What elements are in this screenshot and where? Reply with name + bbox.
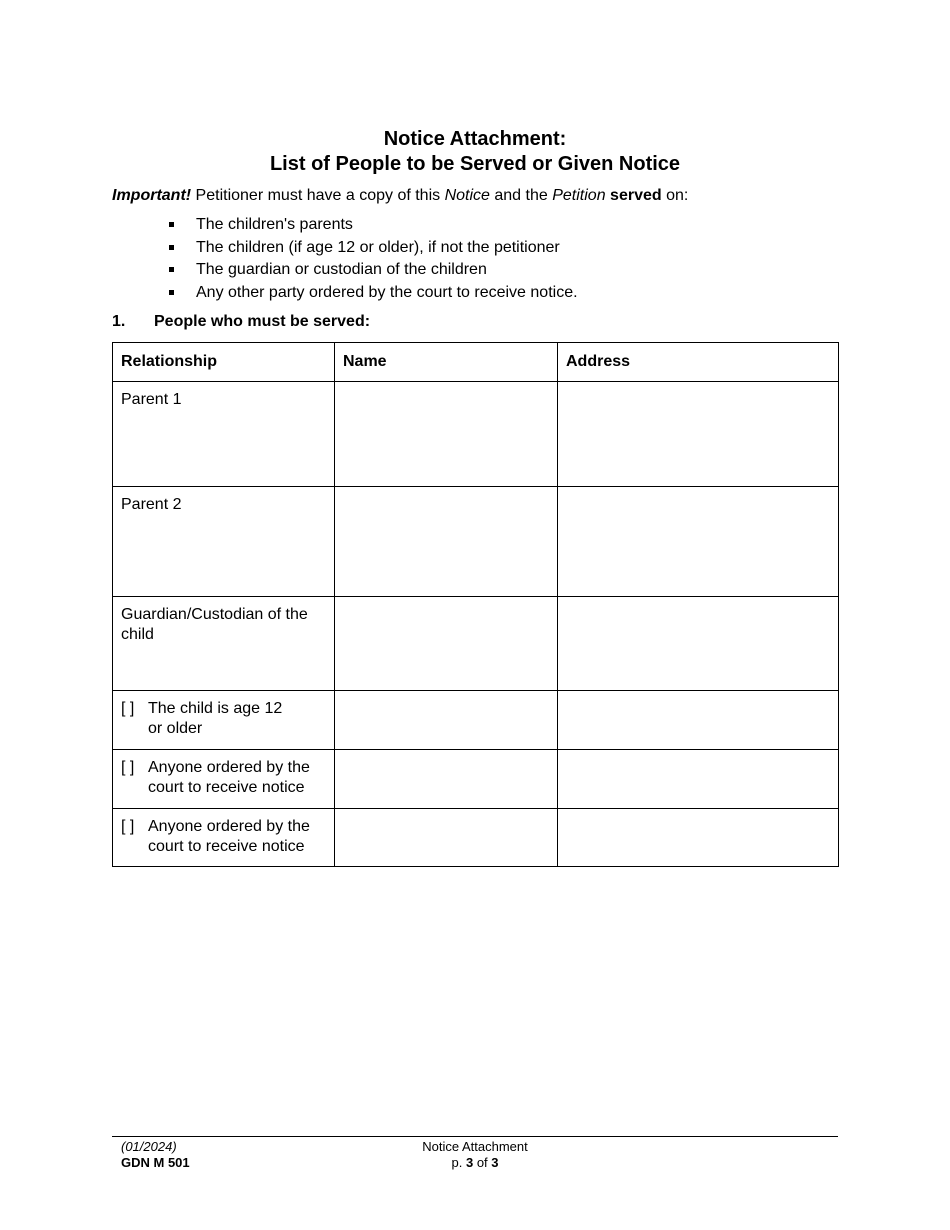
header-address: Address xyxy=(558,343,839,382)
page-prefix: p. xyxy=(451,1155,463,1170)
important-notice xyxy=(112,185,688,207)
footer-form-info xyxy=(121,1139,190,1171)
checkbox[interactable]: [ ] xyxy=(121,818,135,835)
list-item xyxy=(168,259,578,282)
form-date: (01/2024) xyxy=(121,1139,177,1154)
name-field[interactable] xyxy=(335,487,558,597)
square-bullet-icon xyxy=(169,222,174,227)
section-number: 1. xyxy=(112,313,126,330)
checkbox-label: Anyone ordered by the court to receive notice xyxy=(148,818,310,855)
notice-word: Notice xyxy=(444,187,490,204)
checkbox-label: The child is age 12 or older xyxy=(148,700,283,737)
title-line-2: List of People to be Served or Given Notice xyxy=(269,153,681,175)
served-word: served xyxy=(610,187,662,204)
list-item xyxy=(168,214,578,237)
list-item xyxy=(168,282,578,305)
section-heading xyxy=(112,312,370,332)
footer-doc-title: Notice Attachment xyxy=(422,1139,528,1154)
relationship-cell xyxy=(113,750,335,809)
square-bullet-icon xyxy=(169,290,174,295)
address-field[interactable] xyxy=(558,750,839,809)
service-table xyxy=(112,342,839,867)
square-bullet-icon xyxy=(169,245,174,250)
relationship-cell: Guardian/Custodian of the child xyxy=(113,597,335,691)
name-field[interactable] xyxy=(335,750,558,809)
intro-text-1: Petitioner must have a copy of this xyxy=(191,187,445,204)
important-label: Important! xyxy=(112,187,192,204)
page-of: of xyxy=(476,1155,488,1170)
title-line-1: Notice Attachment: xyxy=(383,128,567,150)
petition-word: Petition xyxy=(552,187,606,204)
relationship-cell xyxy=(113,691,335,750)
footer-divider xyxy=(112,1136,838,1137)
address-field[interactable] xyxy=(558,691,839,750)
name-field[interactable] xyxy=(335,597,558,691)
checkbox-option[interactable] xyxy=(121,699,326,738)
address-field[interactable] xyxy=(558,597,839,691)
table-header-row xyxy=(113,343,839,382)
table-row xyxy=(113,750,839,809)
page-total: 3 xyxy=(491,1155,499,1170)
footer-page-info xyxy=(375,1139,575,1171)
form-id: GDN M 501 xyxy=(121,1155,190,1170)
list-item-text: The guardian or custodian of the children xyxy=(196,261,487,279)
list-item-text: Any other party ordered by the court to receive notice. xyxy=(196,284,578,302)
checkbox-label: Anyone ordered by the court to receive notice xyxy=(148,759,310,796)
address-field[interactable] xyxy=(558,382,839,487)
list-item xyxy=(168,237,578,260)
checkbox-option[interactable] xyxy=(121,758,326,797)
checkbox[interactable]: [ ] xyxy=(121,700,135,717)
relationship-cell: Parent 2 xyxy=(113,487,335,597)
list-item-text: The children's parents xyxy=(196,216,353,233)
intro-text-4: on: xyxy=(661,187,689,204)
square-bullet-icon xyxy=(169,267,174,272)
name-field[interactable] xyxy=(335,382,558,487)
address-field[interactable] xyxy=(558,487,839,597)
page-current: 3 xyxy=(465,1155,474,1170)
header-name: Name xyxy=(335,343,558,382)
intro-text-2: and the xyxy=(489,187,553,204)
name-field[interactable] xyxy=(335,809,558,867)
checkbox-option[interactable] xyxy=(121,817,326,856)
list-item-text: The children (if age 12 or older), if not the petitioner xyxy=(196,238,560,256)
page-number xyxy=(375,1155,575,1171)
checkbox[interactable]: [ ] xyxy=(121,759,135,776)
relationship-cell: Parent 1 xyxy=(113,382,335,487)
table-row xyxy=(113,382,839,487)
name-field[interactable] xyxy=(335,691,558,750)
table-row xyxy=(113,597,839,691)
header-relationship: Relationship xyxy=(113,343,335,382)
address-field[interactable] xyxy=(558,809,839,867)
document-title xyxy=(0,127,950,177)
table-row xyxy=(113,691,839,750)
served-parties-list xyxy=(168,214,578,305)
table-row xyxy=(113,487,839,597)
relationship-cell xyxy=(113,809,335,867)
table-row xyxy=(113,809,839,867)
section-label: People who must be served: xyxy=(154,313,371,330)
